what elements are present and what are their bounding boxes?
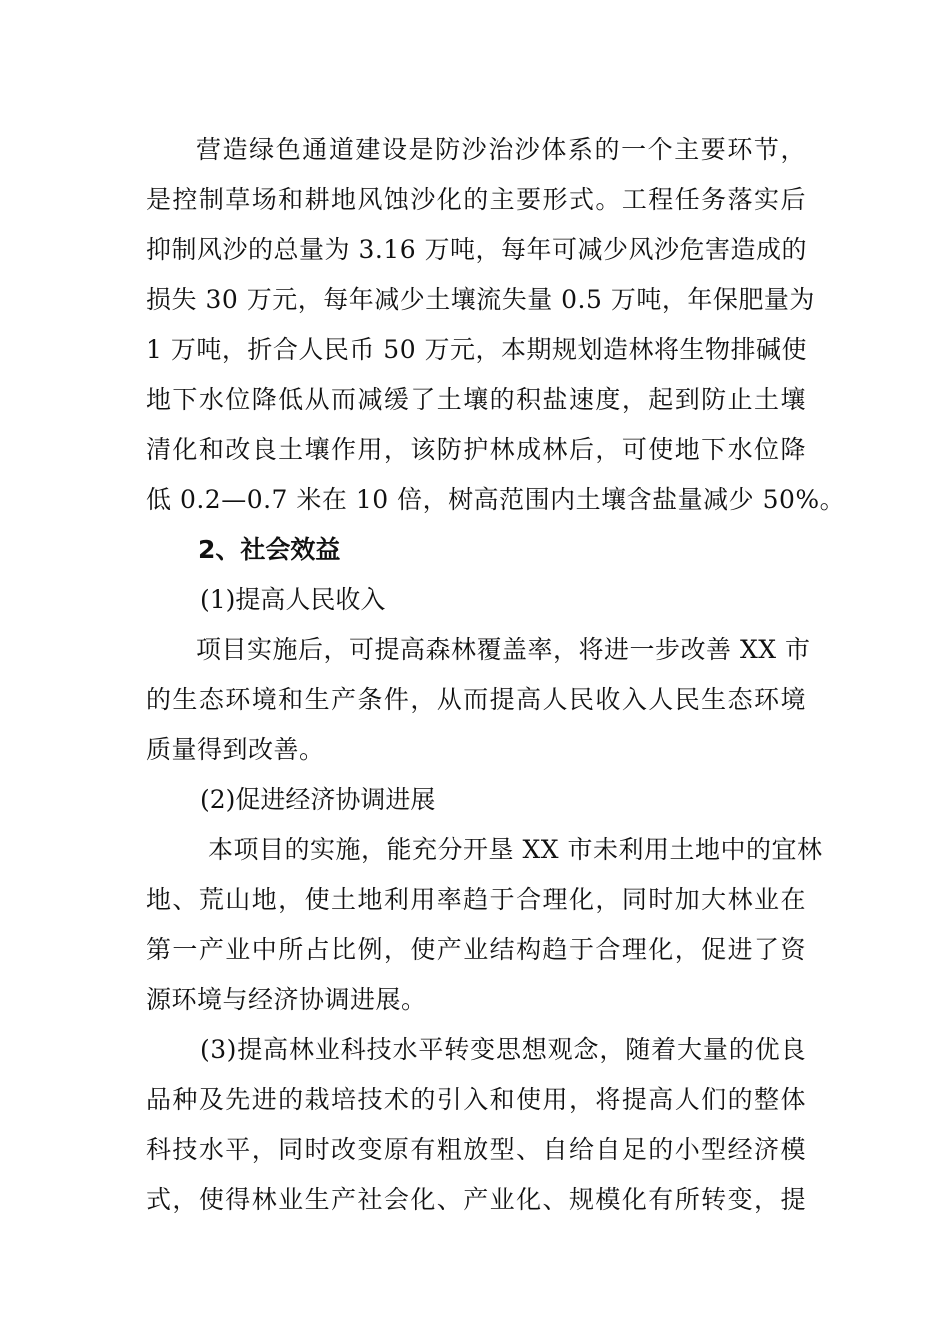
paragraph-line: (3)提高林业科技水平转变思想观念，随着大量的优良 — [200, 1035, 806, 1064]
paragraph-line: 地下水位降低从而减缓了土壤的积盐速度，起到防止土壤 — [146, 385, 806, 414]
paragraph-line: 低 0.2—0.7 米在 10 倍，树高范围内土壤含盐量减少 50%。 — [146, 485, 846, 514]
paragraph-line: 1 万吨，折合人民币 50 万元，本期规划造林将生物排碱使 — [146, 335, 808, 364]
paragraph-line: 损失 30 万元，每年减少土壤流失量 0.5 万吨，年保肥量为 — [146, 285, 815, 314]
paragraph-line: 抑制风沙的总量为 3.16 万吨，每年可减少风沙危害造成的 — [146, 235, 808, 264]
paragraph-line: 源环境与经济协调进展。 — [146, 985, 427, 1014]
paragraph-line: 的生态环境和生产条件，从而提高人民收入人民生态环境 — [146, 685, 806, 714]
paragraph-line: 质量得到改善。 — [146, 735, 325, 764]
paragraph-line: 式，使得林业生产社会化、产业化、规模化有所转变，提 — [146, 1185, 806, 1214]
paragraph-line: 科技水平，同时改变原有粗放型、自给自足的小型经济模 — [146, 1135, 806, 1164]
section-heading: 2、社会效益 — [198, 535, 341, 564]
paragraph-line: 是控制草场和耕地风蚀沙化的主要形式。工程任务落实后 — [146, 185, 806, 214]
paragraph-line: 营造绿色通道建设是防沙治沙体系的一个主要环节， — [196, 135, 806, 164]
item-title: (2)促进经济协调进展 — [200, 785, 436, 814]
paragraph-line: 本项目的实施，能充分开垦 XX 市未利用土地中的宜林 — [208, 835, 823, 864]
item-title: (1)提高人民收入 — [200, 585, 386, 614]
paragraph-line: 清化和改良土壤作用，该防护林成林后，可使地下水位降 — [146, 435, 806, 464]
paragraph-line: 地、荒山地，使土地利用率趋于合理化，同时加大林业在 — [146, 885, 806, 914]
paragraph-line: 项目实施后，可提高森林覆盖率，将进一步改善 XX 市 — [196, 635, 811, 664]
paragraph-line: 第一产业中所占比例，使产业结构趋于合理化，促进了资 — [146, 935, 806, 964]
paragraph-line: 品种及先进的栽培技术的引入和使用，将提高人们的整体 — [146, 1085, 806, 1114]
